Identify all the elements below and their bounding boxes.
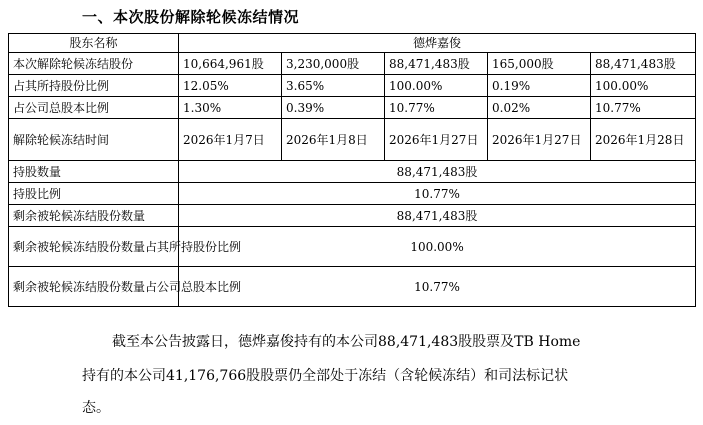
row-label: 持股数量 xyxy=(9,161,179,183)
row-label: 占公司总股本比例 xyxy=(9,97,179,119)
summary-value: 10.77% xyxy=(179,183,696,205)
table-cell: 0.39% xyxy=(282,97,385,119)
summary-value: 10.77% xyxy=(179,267,696,307)
table-cell: 0.02% xyxy=(488,97,591,119)
table-header-row xyxy=(9,34,696,53)
row-label: 持股比例 xyxy=(9,183,179,205)
table-cell: 88,471,483股 xyxy=(591,53,696,75)
summary-row xyxy=(9,227,696,267)
summary-row xyxy=(9,267,696,307)
row-label: 占其所持股份比例 xyxy=(9,75,179,97)
paragraph-line-2: 持有的本公司41,176,766股股票仍全部处于冻结（含轮候冻结）和司法标记状 xyxy=(82,368,569,384)
table-cell: 3.65% xyxy=(282,75,385,97)
table-cell: 2026年1月7日 xyxy=(179,119,282,161)
table-cell: 2026年1月28日 xyxy=(591,119,696,161)
table-cell: 100.00% xyxy=(385,75,488,97)
table-row xyxy=(9,97,696,119)
row-label: 解除轮候冻结时间 xyxy=(9,119,179,161)
table-cell: 10.77% xyxy=(385,97,488,119)
summary-value: 88,471,483股 xyxy=(179,205,696,227)
paragraph-line-3: 态。 xyxy=(82,400,110,416)
table-cell: 2026年1月27日 xyxy=(488,119,591,161)
table-cell: 165,000股 xyxy=(488,53,591,75)
header-label: 股东名称 xyxy=(9,34,179,53)
section-title: 一、本次股份解除轮候冻结情况 xyxy=(82,8,300,26)
summary-row xyxy=(9,205,696,227)
unfreeze-table xyxy=(8,33,696,307)
table-cell: 2026年1月8日 xyxy=(282,119,385,161)
row-label: 剩余被轮候冻结股份数量占公司总股本比例 xyxy=(9,267,179,307)
summary-value: 88,471,483股 xyxy=(179,161,696,183)
row-label: 本次解除轮候冻结股份 xyxy=(9,53,179,75)
row-label: 剩余被轮候冻结股份数量占其所持股份比例 xyxy=(9,227,179,267)
table-cell: 2026年1月27日 xyxy=(385,119,488,161)
table-cell: 1.30% xyxy=(179,97,282,119)
summary-row xyxy=(9,161,696,183)
table-row xyxy=(9,75,696,97)
summary-value: 100.00% xyxy=(179,227,696,267)
table-cell: 12.05% xyxy=(179,75,282,97)
table-cell: 10,664,961股 xyxy=(179,53,282,75)
shareholder-name: 德烨嘉俊 xyxy=(179,34,696,53)
table-cell: 0.19% xyxy=(488,75,591,97)
table-cell: 88,471,483股 xyxy=(385,53,488,75)
table-cell: 3,230,000股 xyxy=(282,53,385,75)
table-cell: 100.00% xyxy=(591,75,696,97)
summary-row xyxy=(9,183,696,205)
paragraph-line-1: 截至本公告披露日，德烨嘉俊持有的本公司88,471,483股股票及TB Home xyxy=(112,334,581,350)
row-label: 剩余被轮候冻结股份数量 xyxy=(9,205,179,227)
table-row xyxy=(9,53,696,75)
table-row xyxy=(9,119,696,161)
table-cell: 10.77% xyxy=(591,97,696,119)
